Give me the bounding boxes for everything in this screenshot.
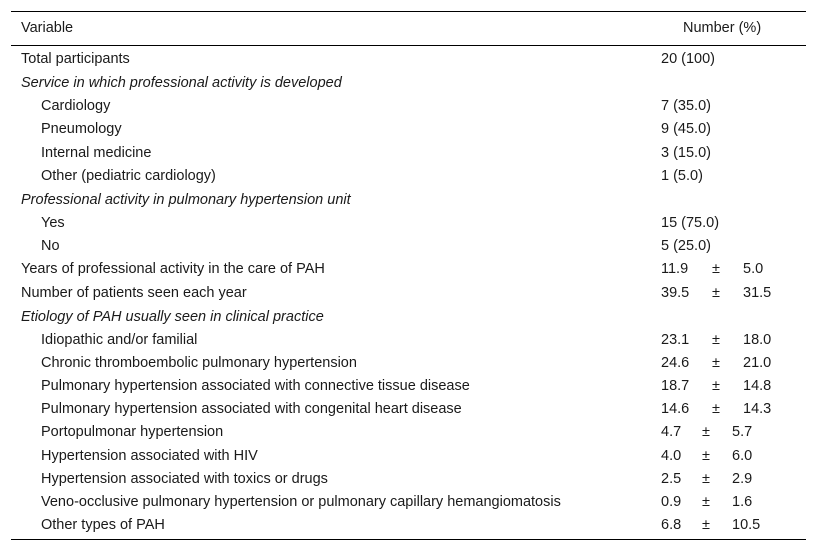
table-row — [11, 118, 806, 141]
row-label: Pulmonary hypertension associated with congenital heart disease — [41, 401, 462, 418]
plus-minus: ± — [702, 494, 710, 510]
row-value: 3 (15.0) — [661, 144, 711, 161]
row-mean: 4.0 — [661, 447, 682, 464]
row-sd: 10.5 — [732, 517, 761, 534]
table-row — [11, 398, 806, 421]
section-service — [11, 71, 806, 95]
row-mean: 6.8 — [661, 517, 682, 534]
table-row — [11, 235, 806, 258]
row-label: Other types of PAH — [41, 517, 165, 534]
row-sd: 2.9 — [732, 470, 753, 487]
row-label: Yes — [41, 214, 65, 231]
row-value: 7 (35.0) — [661, 98, 711, 115]
row-sd: 18.0 — [743, 331, 772, 348]
row-mean: 2.5 — [661, 470, 682, 487]
row-sd: 1.6 — [732, 494, 753, 510]
row-sd: 6.0 — [732, 447, 753, 464]
row-mean: 0.9 — [661, 494, 682, 510]
row-sd: 14.3 — [743, 401, 772, 418]
table-row — [11, 445, 806, 468]
row-label: Internal medicine — [41, 144, 152, 161]
row-patients — [11, 282, 806, 305]
row-label: Other (pediatric cardiology) — [41, 167, 216, 184]
section-unit — [11, 188, 806, 212]
plus-minus: ± — [712, 331, 720, 348]
row-label: Veno-occlusive pulmonary hypertension or pulmonary capillary hemangiomatosis — [41, 494, 561, 510]
data-table — [11, 11, 806, 540]
row-value: 15 (75.0) — [661, 214, 720, 231]
row-mean: 23.1 — [661, 331, 690, 348]
plus-minus: ± — [702, 424, 710, 441]
row-label: Portopulmonar hypertension — [41, 424, 224, 441]
row-total — [11, 48, 806, 71]
section-title: Etiology of PAH usually seen in clinical practice — [21, 308, 324, 325]
section-etiology — [11, 305, 806, 329]
table-row — [11, 375, 806, 398]
plus-minus: ± — [702, 517, 710, 534]
row-value: 5 (25.0) — [661, 238, 711, 255]
row-mean: 14.6 — [661, 401, 690, 418]
row-mean: 4.7 — [661, 424, 682, 441]
table-row — [11, 142, 806, 165]
plus-minus: ± — [712, 401, 720, 418]
row-label: Hypertension associated with HIV — [41, 447, 258, 464]
table-row — [11, 491, 806, 514]
header-variable: Variable — [21, 20, 74, 36]
row-label: Idiopathic and/or familial — [41, 331, 198, 348]
row-label: Chronic thromboembolic pulmonary hypertension — [41, 354, 357, 371]
row-value: 9 (45.0) — [661, 121, 711, 138]
row-label: No — [41, 238, 60, 255]
table-row — [11, 421, 806, 444]
table-header — [11, 12, 806, 46]
row-sd: 31.5 — [743, 284, 772, 301]
row-value: 20 (100) — [661, 51, 716, 67]
table-row — [11, 212, 806, 235]
table-row — [11, 95, 806, 118]
row-sd: 5.7 — [732, 424, 753, 441]
header-number: Number (%) — [683, 20, 762, 36]
plus-minus: ± — [712, 284, 720, 301]
plus-minus: ± — [702, 447, 710, 464]
row-label: Pneumology — [41, 121, 122, 138]
row-mean: 18.7 — [661, 378, 690, 395]
row-years — [11, 258, 806, 281]
row-mean: 39.5 — [661, 284, 690, 301]
section-title: Professional activity in pulmonary hypertension unit — [21, 191, 351, 208]
row-label: Hypertension associated with toxics or drugs — [41, 470, 328, 487]
row-label: Years of professional activity in the care of PAH — [21, 261, 325, 278]
row-mean: 24.6 — [661, 354, 690, 371]
table-row — [11, 165, 806, 188]
table-row — [11, 468, 806, 491]
row-label: Cardiology — [41, 98, 111, 115]
row-sd: 5.0 — [743, 261, 764, 278]
row-label: Total participants — [21, 51, 130, 67]
row-value: 1 (5.0) — [661, 167, 703, 184]
plus-minus: ± — [712, 261, 720, 278]
table-row — [11, 352, 806, 375]
plus-minus: ± — [712, 354, 720, 371]
row-sd: 14.8 — [743, 378, 772, 395]
table-row — [11, 329, 806, 352]
row-label: Number of patients seen each year — [21, 284, 247, 301]
row-mean: 11.9 — [661, 261, 689, 278]
section-title: Service in which professional activity is developed — [21, 75, 342, 92]
plus-minus: ± — [712, 378, 720, 395]
table-row — [11, 514, 806, 537]
row-sd: 21.0 — [743, 354, 772, 371]
plus-minus: ± — [702, 470, 710, 487]
row-label: Pulmonary hypertension associated with connective tissue disease — [41, 378, 470, 395]
